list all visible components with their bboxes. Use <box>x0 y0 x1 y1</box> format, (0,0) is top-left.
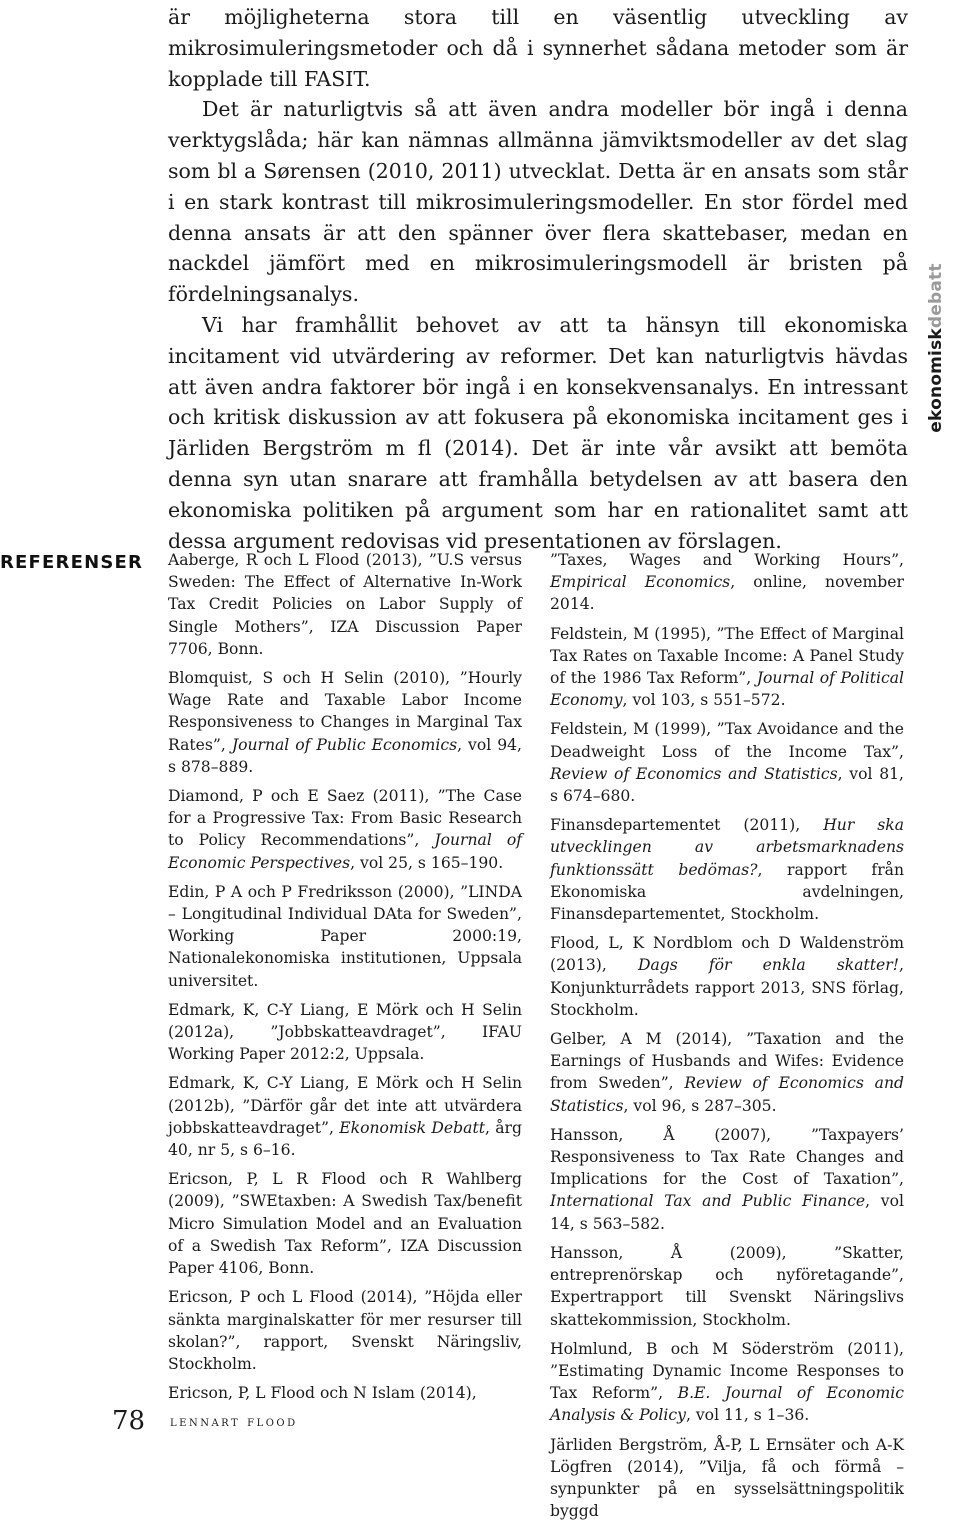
reference-text: Finansdepartementet (2011), <box>550 816 824 835</box>
reference-entry <box>550 1434 904 1523</box>
reference-text: , årg 40, nr 5, s 6–16. <box>168 1118 522 1160</box>
reference-text: , Konjunkturrådets rapport 2013, SNS förlag, Stockholm. <box>550 956 904 1019</box>
reference-entry <box>550 1338 904 1427</box>
reference-text: Hansson, Å (2009), ”Skatter, entreprenörskap och nyföretagande”, Expertrapport till Svenskt Näringslivs skattekommission, Stockholm. <box>550 1243 904 1329</box>
body-paragraph: är möjligheterna stora till en väsentlig utveckling av mikrosimuleringsmetoder och då i synnerhet sådana metoder som är kopplade till FASIT. <box>168 5 908 91</box>
reference-text: , vol 11, s 1–36. <box>685 1406 810 1425</box>
references-right-column <box>550 549 904 1529</box>
reference-title-italic: Hur ska utvecklingen av arbetsmarknadens funktionssätt bedömas? <box>550 816 904 879</box>
references-left-column <box>168 549 522 1411</box>
journal-side-label <box>906 248 960 448</box>
reference-text: Hansson, Å (2007), ”Taxpayers’ Responsiveness to Tax Rate Changes and Implications for the Cost of Taxation”, <box>550 1125 904 1189</box>
reference-text: Holmlund, B och M Söderström (2011), ”Estimating Dynamic Income Responses to Tax Reform”, <box>550 1339 904 1403</box>
reference-entry <box>168 785 522 874</box>
reference-text: , vol 81, s 674–680. <box>550 764 904 806</box>
body-text <box>168 2 908 556</box>
reference-title-italic: Journal of Public Economics <box>231 735 458 754</box>
reference-text: Gelber, A M (2014), ”Taxation and the Earnings of Husbands and Wifes: Evidence from Sweden”, <box>550 1030 904 1093</box>
reference-title-italic: Review of Economics and Statistics <box>550 764 838 783</box>
reference-text: Edmark, K, C-Y Liang, E Mörk och H Selin (2012b), ”Därför går det inte att utvärdera jobbskatteavdraget”, <box>168 1074 522 1137</box>
reference-entry <box>168 1382 522 1404</box>
reference-text: , vol 96, s 287–305. <box>623 1096 777 1115</box>
reference-title-italic: Ekonomisk Debatt <box>339 1118 485 1137</box>
reference-text: Ericson, P och L Flood (2014), ”Höjda eller sänkta marginalskatter för mer resurser till skolan?”, rapport, Svenskt Näringsliv, Stockholm. <box>168 1288 522 1373</box>
journal-side-label-part1: ekonomisk <box>926 328 946 433</box>
reference-entry <box>550 1242 904 1331</box>
journal-side-label-part2: debatt <box>926 263 946 329</box>
page-number: 78 <box>112 1406 146 1436</box>
reference-entry <box>168 999 522 1066</box>
reference-entry <box>550 623 904 712</box>
reference-text: , rapport från Ekonomiska avdelningen, Finansdepartementet, Stockholm. <box>550 860 904 924</box>
reference-text: Blomquist, S och H Selin (2010), ”Hourly Wage Rate and Taxable Labor Income Responsiveness to Changes in Marginal Tax Rates”, <box>168 669 522 754</box>
reference-entry <box>550 549 904 616</box>
reference-text: , vol 103, s 551–572. <box>622 691 786 710</box>
body-paragraph: Vi har framhållit behovet av att ta hänsyn till ekonomiska incitament vid utvärdering av reformer. Det kan naturligtvis hävdas att även andra faktorer bör ingå i en konsekvensanalys. En intressant och kritisk diskussion av att fokusera på ekonomiska incitament ges i Järliden Bergström m fl (2014). Det är inte vår avsikt att bemöta denna syn utan snarare att framhålla betydelsen av att basera den ekonomiska politiken på argument som har en rationalitet samt att dessa argument redovisas vid presentationen av förslagen. <box>168 312 908 553</box>
reference-text: Edmark, K, C-Y Liang, E Mörk och H Selin (2012a), ”Jobbskatteavdraget”, IFAU Working Paper 2012:2, Uppsala. <box>168 1000 522 1064</box>
reference-text: Flood, L, K Nordblom och D Waldenström (2013), <box>550 934 904 975</box>
reference-text: , online, november 2014. <box>550 573 904 614</box>
reference-title-italic: Review of Economics and Statistics <box>550 1074 905 1115</box>
reference-title-italic: Empirical Economics <box>550 573 731 592</box>
reference-text: Edin, P A och P Fredriksson (2000), ”LINDA – Longitudinal Individual DAta for Sweden”, Working Paper 2000:19, Nationalekonomiska institutionen, Uppsala universitet. <box>168 882 522 990</box>
reference-text: , vol 25, s 165–190. <box>350 853 504 872</box>
reference-entry <box>168 1168 522 1279</box>
reference-entry <box>550 932 904 1021</box>
reference-entry <box>550 1028 904 1117</box>
reference-entry <box>168 881 522 992</box>
reference-title-italic: Dags för enkla skatter! <box>637 956 900 975</box>
reference-entry <box>550 718 904 807</box>
reference-entry <box>168 667 522 778</box>
reference-text: , vol 94, s 878–889. <box>168 735 522 776</box>
reference-title-italic: Journal of Economic Perspectives <box>168 831 522 872</box>
running-footer-author: lennart flood <box>170 1414 298 1430</box>
reference-text: Aaberge, R och L Flood (2013), ”U.S versus Sweden: The Effect of Alternative In-Work Tax Credit Policies on Labor Supply of Single Mothers”, IZA Discussion Paper 7706, Bonn. <box>168 551 522 658</box>
reference-entry <box>550 814 904 925</box>
reference-text: Järliden Bergström, Å-P, L Ernsäter och A-K Lögfren (2014), ”Vilja, få och förmå –synpunkter på en sysselsättningspolitik byggd <box>550 1435 904 1521</box>
reference-text: Ericson, P, L R Flood och R Wahlberg (2009), ”SWEtaxben: A Swedish Tax/benefit Micro Simulation Model and an Evaluation of a Swedish Tax Reform”, IZA Discussion Paper 4106, Bonn. <box>168 1170 522 1278</box>
reference-entry <box>168 1072 522 1161</box>
reference-text: , vol 14, s 563–582. <box>550 1192 904 1233</box>
body-paragraph: Det är naturligtvis så att även andra modeller bör ingå i denna verktygslåda; här kan nämnas allmänna jämviktsmodeller av det slag som bl a Sørensen (2010, 2011) utvecklat. Detta är en ansats som står i en stark kontrast till mikrosimuleringsmodeller. En stor fördel med denna ansats är att den spänner över flera skattebaser, medan en nackdel jämfört med en mikrosimuleringsmodell är bristen på fördelningsanalys. <box>168 97 908 307</box>
reference-text: Feldstein, M (1995), ”The Effect of Marginal Tax Rates on Taxable Income: A Panel Study of the 1986 Tax Reform”, <box>550 624 904 688</box>
reference-text: Diamond, P och E Saez (2011), ”The Case for a Progressive Tax: From Basic Research to Policy Recommendations”, <box>168 787 522 850</box>
reference-text: Feldstein, M (1999), ”Tax Avoidance and the Deadweight Loss of the Income Tax”, <box>550 720 904 761</box>
reference-title-italic: B.E. Journal of Economic Analysis & Policy <box>550 1384 904 1425</box>
reference-title-italic: Journal of Political Economy <box>550 669 905 710</box>
reference-entry <box>168 1286 522 1375</box>
reference-text: Ericson, P, L Flood och N Islam (2014), <box>168 1384 477 1403</box>
reference-text: ”Taxes, Wages and Working Hours”, <box>550 551 904 569</box>
references-heading: REFERENSER <box>0 552 144 573</box>
reference-title-italic: International Tax and Public Finance <box>550 1192 866 1211</box>
reference-entry <box>550 1124 904 1235</box>
reference-entry <box>168 549 522 660</box>
